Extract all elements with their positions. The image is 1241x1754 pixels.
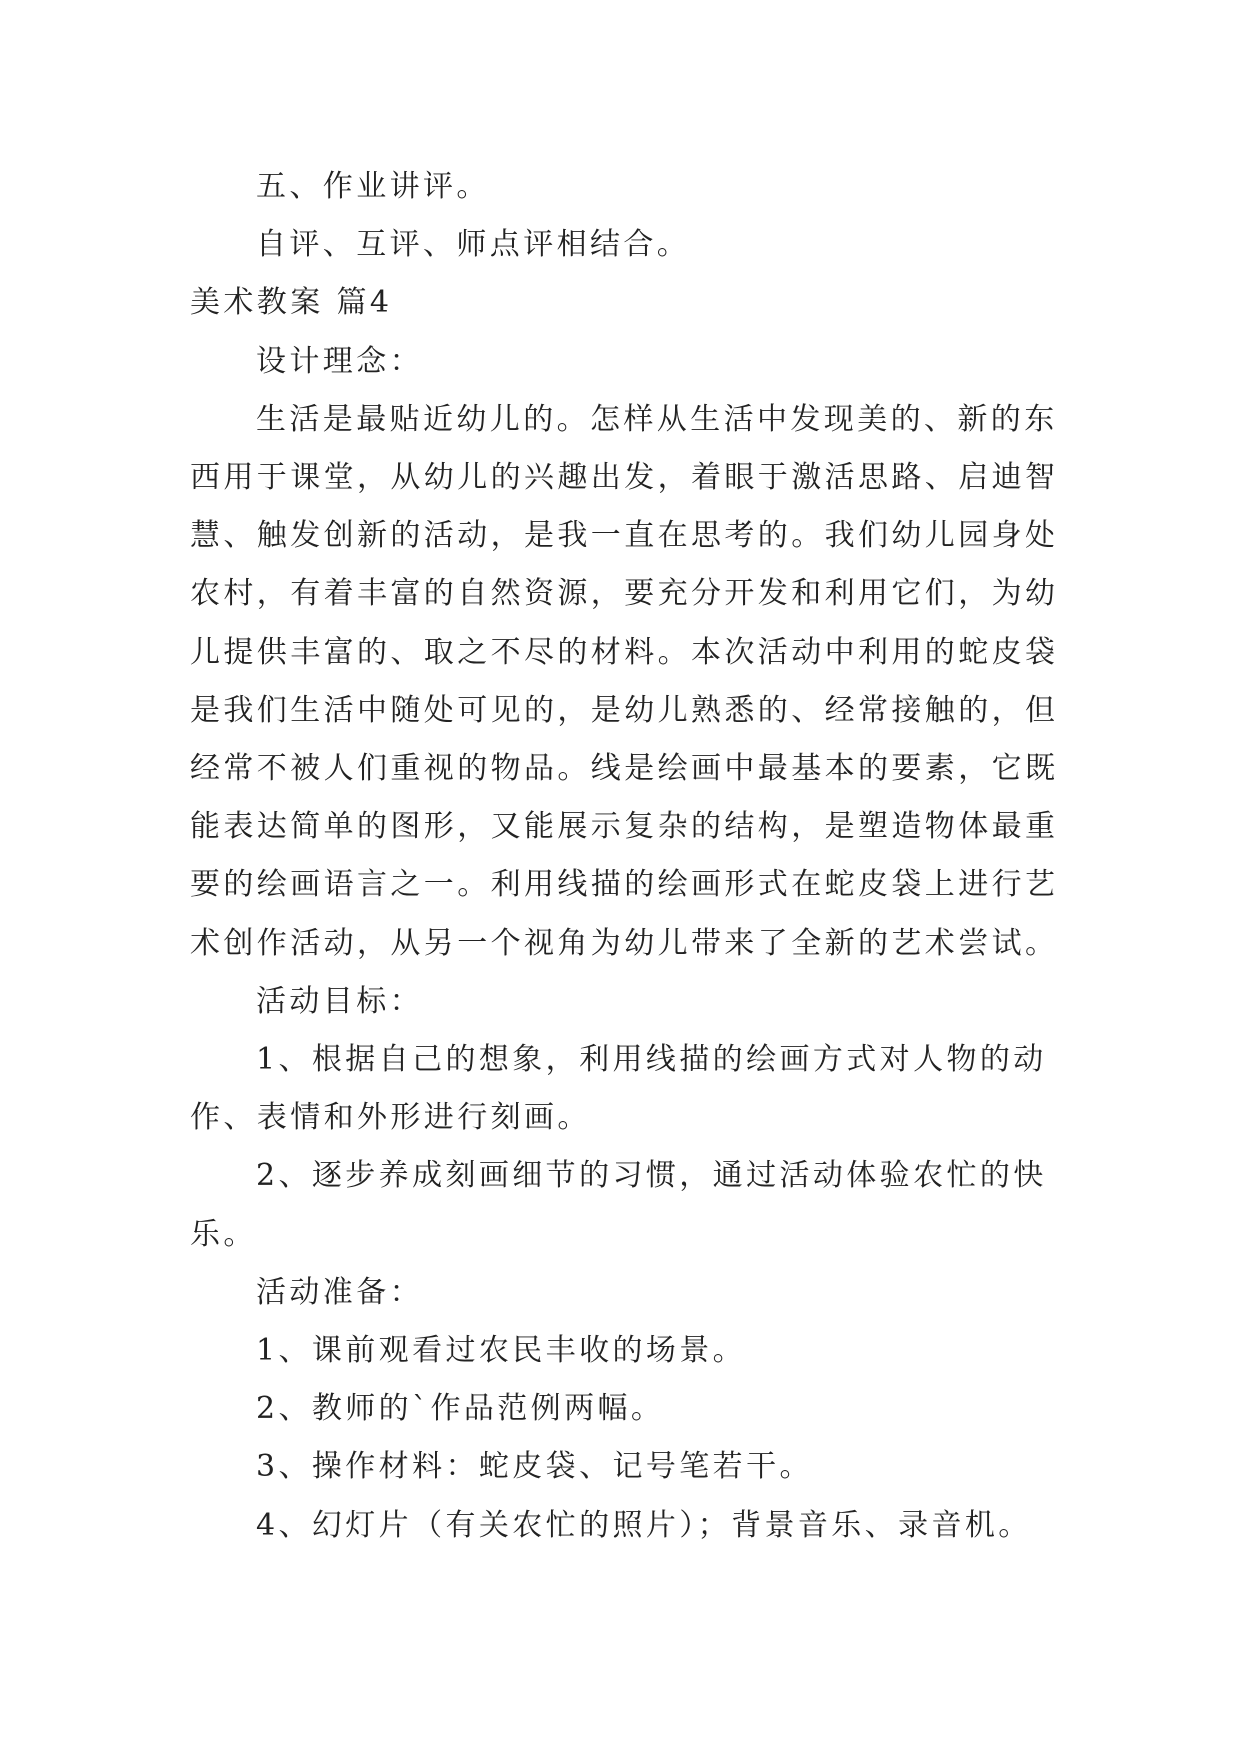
section-heading-design-concept: 设计理念： [256, 343, 423, 379]
section-heading-homework-review: 五、作业讲评。 [256, 169, 490, 204]
paragraph-review-method: 自评、互评、师点评相结合。 [256, 227, 691, 263]
list-item-preparation-2: 2、教师的`作品范例两幅。 [256, 1391, 665, 1427]
section-heading-activity-preparation: 活动准备： [256, 1274, 423, 1310]
section-heading-activity-goals: 活动目标： [256, 983, 423, 1019]
list-item-goal-1: 1、根据自己的想象，利用线描的绘画方式对人物的动作、表情和外形进行刻画。 [190, 1042, 1047, 1136]
document-body [190, 158, 1070, 1555]
lesson-plan-title: 美术教案 篇4 [190, 285, 393, 321]
list-item-goal-2: 2、逐步养成刻画细节的习惯，通过活动体验农忙的快乐。 [190, 1158, 1047, 1252]
list-item-preparation-3: 3、操作材料：蛇皮袋、记号笔若干。 [256, 1449, 813, 1485]
list-item-preparation-1: 1、课前观看过农民丰收的场景。 [256, 1333, 747, 1369]
list-item-preparation-4: 4、幻灯片（有关农忙的照片）；背景音乐、录音机。 [256, 1507, 1032, 1543]
paragraph-design-concept: 生活是最贴近幼儿的。怎样从生活中发现美的、新的东西用于课堂，从幼儿的兴趣出发，着眼于激活思路、启迪智慧、触发创新的活动，是我一直在思考的。我们幼儿园身处农村，有着丰富的自然资源，要充分开发和利用它们，为幼儿提供丰富的、取之不尽的材料。本次活动中利用的蛇皮袋是我们生活中随处可见的，是幼儿熟悉的、经常接触的，但经常不被人们重视的物品。线是绘画中最基本的要素，它既能表达简单的图形，又能展示复杂的结构，是塑造物体最重要的绘画语言之一。利用线描的绘画形式在蛇皮袋上进行艺术创作活动，从另一个视角为幼儿带来了全新的艺术尝试。 [190, 401, 1059, 961]
